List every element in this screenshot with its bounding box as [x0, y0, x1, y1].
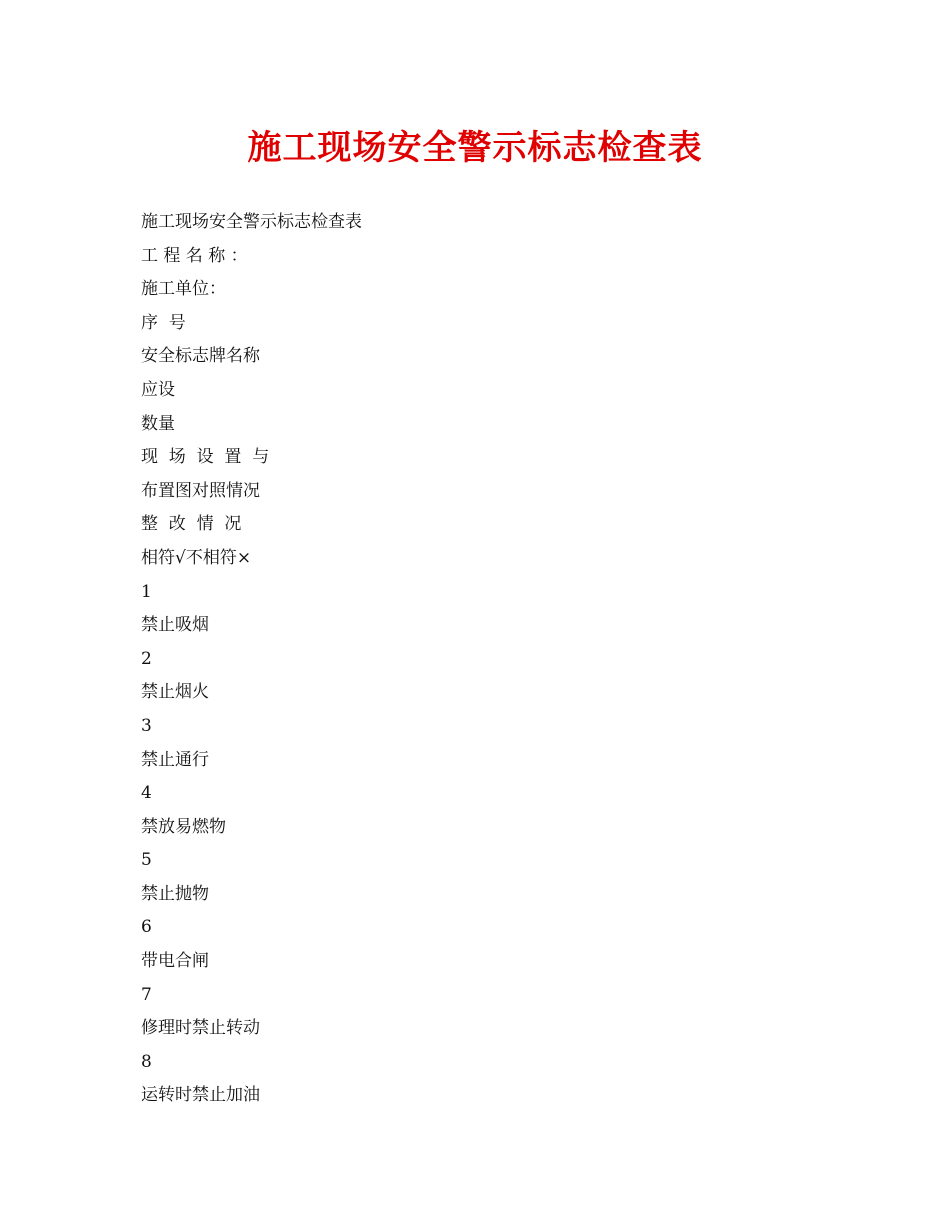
document-body	[141, 206, 841, 1113]
body-line: 禁止抛物	[141, 883, 209, 904]
body-line: 现 场 设 置 与	[141, 447, 270, 468]
body-line: 禁放易燃物	[141, 816, 226, 837]
document-title: 施工现场安全警示标志检查表	[247, 128, 703, 168]
body-line: 5	[141, 850, 152, 871]
body-line: 修理时禁止转动	[141, 1018, 260, 1039]
body-line: 运转时禁止加油	[141, 1085, 260, 1106]
body-line: 整 改 情 况	[141, 514, 242, 535]
body-line: 相符√不相符×	[141, 547, 252, 568]
body-line: 安全标志牌名称	[141, 346, 260, 367]
body-line: 带电合闸	[141, 951, 209, 972]
body-line: 2	[141, 648, 152, 669]
body-line: 施工单位：	[141, 279, 226, 300]
body-line: 布置图对照情况	[141, 480, 260, 501]
body-line: 8	[141, 1051, 152, 1072]
body-line: 序 号	[141, 312, 186, 333]
body-line: 禁止烟火	[141, 682, 209, 703]
body-line: 禁止吸烟	[141, 615, 209, 636]
body-line: 数量	[141, 413, 175, 434]
body-line: 施工现场安全警示标志检查表	[141, 212, 362, 232]
body-line: 工 程 名 称 ：	[141, 245, 248, 266]
body-line: 应设	[141, 379, 175, 400]
body-line: 3	[141, 715, 152, 736]
body-line: 6	[141, 917, 152, 938]
body-line: 1	[141, 581, 152, 602]
body-line: 禁止通行	[141, 749, 209, 770]
body-line: 7	[141, 984, 152, 1005]
body-line: 4	[141, 783, 152, 804]
